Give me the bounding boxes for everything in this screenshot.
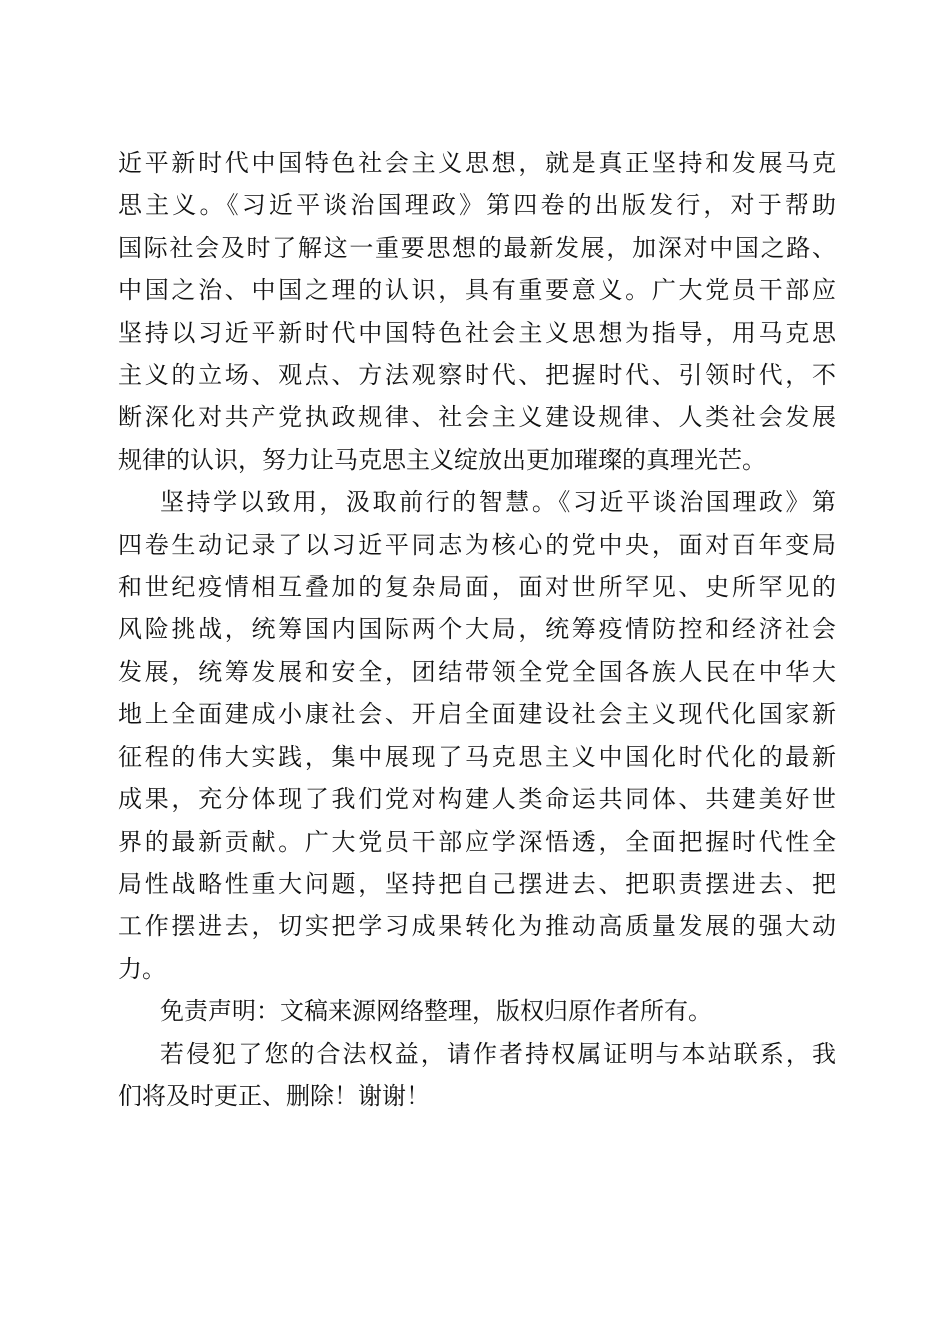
text-line: 国际社会及时了解这一重要思想的最新发展，加深对中国之路、 <box>118 233 836 262</box>
text-line: 思主义。《习近平谈治国理政》第四卷的出版发行，对于帮助 <box>118 191 836 220</box>
text-line: 主义的立场、观点、方法观察时代、把握时代、引领时代，不 <box>118 361 836 390</box>
text-line: 免责声明：文稿来源网络整理，版权归原作者所有。 <box>160 997 712 1026</box>
text-line: 地上全面建成小康社会、开启全面建设社会主义现代化国家新 <box>118 700 836 729</box>
document-body <box>118 142 836 1117</box>
text-line: 和世纪疫情相互叠加的复杂局面，面对世所罕见、史所罕见的 <box>118 573 836 602</box>
text-line: 坚持学以致用，汲取前行的智慧。《习近平谈治国理政》第 <box>160 488 836 517</box>
text-line: 发展，统筹发展和安全，团结带领全党全国各族人民在中华大 <box>118 657 836 686</box>
text-line: 征程的伟大实践，集中展现了马克思主义中国化时代化的最新 <box>118 742 836 771</box>
text-line: 工作摆进去，切实把学习成果转化为推动高质量发展的强大动 <box>118 912 836 941</box>
text-line: 力。 <box>118 954 166 983</box>
text-line: 中国之治、中国之理的认识，具有重要意义。广大党员干部应 <box>118 276 836 305</box>
text-line: 断深化对共产党执政规律、社会主义建设规律、人类社会发展 <box>118 403 836 432</box>
text-line: 若侵犯了您的合法权益，请作者持权属证明与本站联系，我 <box>160 1039 836 1068</box>
text-line: 成果，充分体现了我们党对构建人类命运共同体、共建美好世 <box>118 785 836 814</box>
text-line: 规律的认识，努力让马克思主义绽放出更加璀璨的真理光芒。 <box>118 445 766 474</box>
text-line: 局性战略性重大问题，坚持把自己摆进去、把职责摆进去、把 <box>118 869 836 898</box>
text-line: 们将及时更正、删除！谢谢！ <box>118 1081 430 1110</box>
text-line: 界的最新贡献。广大党员干部应学深悟透，全面把握时代性全 <box>118 827 836 856</box>
paragraph-copyright-notice <box>118 1033 836 1118</box>
text-line: 四卷生动记录了以习近平同志为核心的党中央，面对百年变局 <box>118 530 836 559</box>
paragraph-apply-learning <box>118 481 836 990</box>
paragraph-disclaimer <box>118 990 836 1032</box>
text-line: 近平新时代中国特色社会主义思想，就是真正坚持和发展马克 <box>118 149 836 177</box>
paragraph-marxism-significance <box>118 142 836 481</box>
text-line: 风险挑战，统筹国内国际两个大局，统筹疫情防控和经济社会 <box>118 615 836 644</box>
text-line: 坚持以习近平新时代中国特色社会主义思想为指导，用马克思 <box>118 318 836 347</box>
